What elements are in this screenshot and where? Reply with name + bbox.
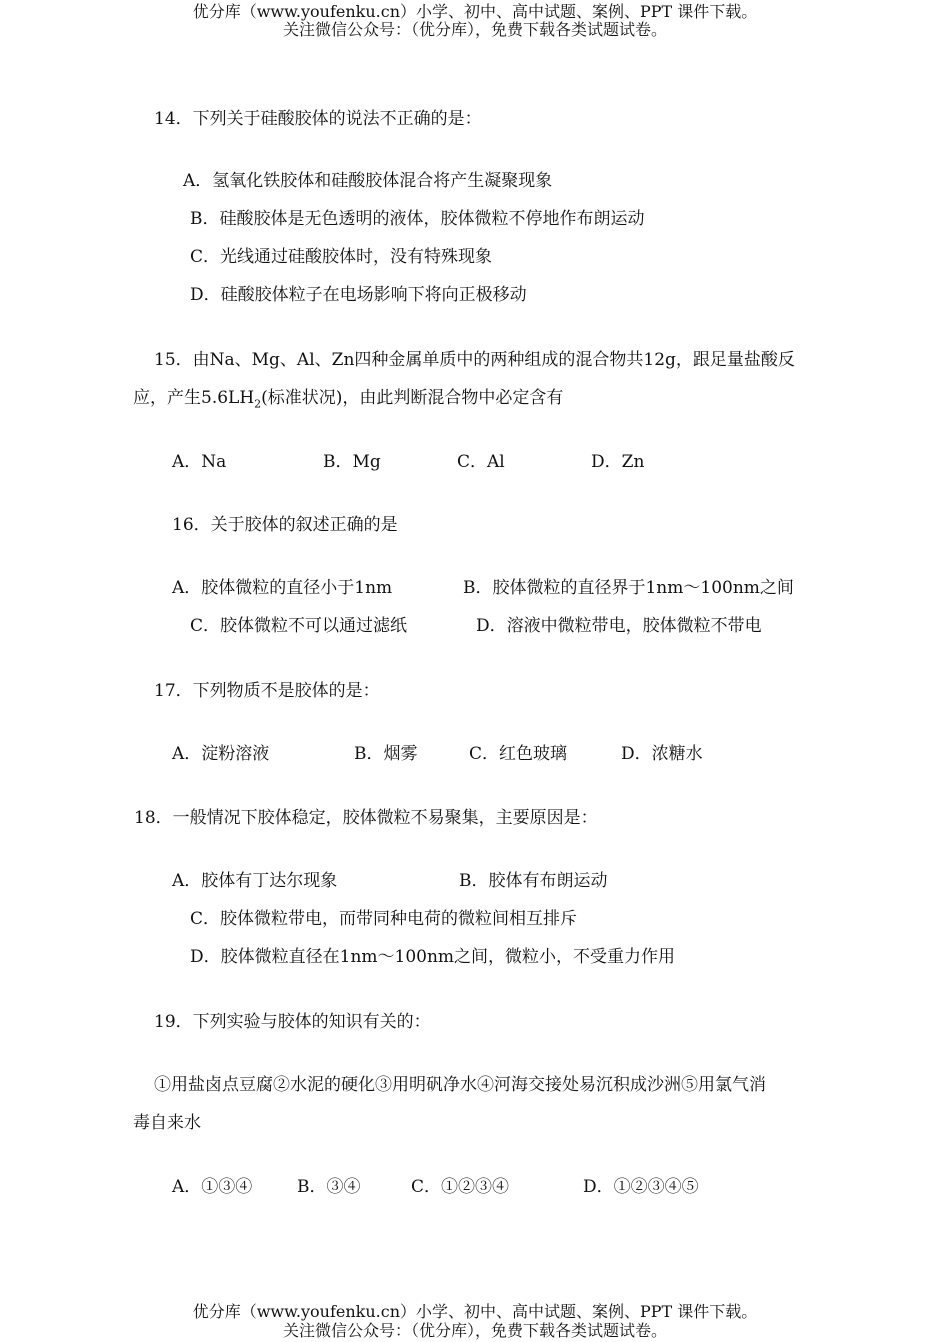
question-16-option-b: B．胶体微粒的直径界于1nm～100nm之间 [463, 578, 794, 598]
question-18-option-b: B．胶体有布朗运动 [459, 871, 608, 891]
question-17-stem: 17．下列物质不是胶体的是： [154, 681, 380, 701]
header-line-1: 优分库（www.youfenku.cn）小学、初中、高中试题、案例、PPT 课件下载。 [192, 2, 758, 21]
question-15-option-a: A．Na [172, 452, 227, 472]
question-14-stem: 14．下列关于硅酸胶体的说法不正确的是： [154, 109, 482, 129]
footer-line-2: 关注微信公众号：（优分库），免费下载各类试题试卷。 [282, 1321, 667, 1340]
question-16-stem: 16．关于胶体的叙述正确的是 [172, 515, 398, 535]
question-15-option-d: D．Zn [591, 452, 645, 472]
question-17-option-d: D．浓糖水 [621, 744, 703, 764]
question-14-option-d: D．硅酸胶体粒子在电场影响下将向正极移动 [190, 285, 527, 305]
question-16-option-d: D．溶液中微粒带电，胶体微粒不带电 [476, 616, 762, 636]
question-14-option-c: C．光线通过硅酸胶体时，没有特殊现象 [190, 247, 493, 267]
question-19-items-line-2: 毒自来水 [133, 1113, 201, 1133]
question-17-option-c: C．红色玻璃 [469, 744, 568, 764]
question-18-option-c: C．胶体微粒带电，而带同种电荷的微粒间相互排斥 [190, 909, 578, 929]
question-16-option-a: A．胶体微粒的直径小于1nm [172, 578, 393, 598]
question-14-option-b: B．硅酸胶体是无色透明的液体，胶体微粒不停地作布朗运动 [190, 209, 645, 229]
question-15-option-b: B．Mg [323, 452, 381, 472]
question-15-stem-line-2 [133, 387, 563, 415]
question-19-stem: 19．下列实验与胶体的知识有关的： [154, 1012, 431, 1032]
question-19-option-b: B．③④ [297, 1177, 361, 1197]
question-19-items-line-1: ①用盐卤点豆腐②水泥的硬化③用明矾净水④河海交接处易沉积成沙洲⑤用氯气消 [154, 1075, 766, 1095]
question-17-option-a: A．淀粉溶液 [172, 744, 270, 764]
question-18-stem: 18．一般情况下胶体稳定，胶体微粒不易聚集，主要原因是： [134, 808, 598, 828]
question-19-option-c: C．①②③④ [411, 1177, 510, 1197]
question-19-option-a: A．①③④ [172, 1177, 253, 1197]
question-15-stem-line-1: 15．由Na、Mg、Al、Zn四种金属单质中的两种组成的混合物共12g，跟足量盐酸反 [154, 350, 795, 370]
question-15-stem-part-a: 应，产生5.6LH [133, 388, 255, 408]
question-15-option-c: C．Al [457, 452, 505, 472]
question-19-option-d: D．①②③④⑤ [583, 1177, 699, 1197]
footer-line-1: 优分库（www.youfenku.cn）小学、初中、高中试题、案例、PPT 课件下载。 [192, 1302, 758, 1321]
question-18-option-d: D．胶体微粒直径在1nm～100nm之间，微粒小，不受重力作用 [190, 947, 676, 967]
question-17-option-b: B．烟雾 [354, 744, 418, 764]
question-15-stem-part-b: (标准状况)，由此判断混合物中必定含有 [261, 388, 564, 408]
question-14-option-a: A．氢氧化铁胶体和硅酸胶体混合将产生凝聚现象 [183, 171, 553, 191]
header-line-2: 关注微信公众号：（优分库），免费下载各类试题试卷。 [282, 20, 667, 39]
question-18-option-a: A．胶体有丁达尔现象 [172, 871, 338, 891]
subscript-2: 2 [254, 397, 262, 411]
question-16-option-c: C．胶体微粒不可以通过滤纸 [190, 616, 408, 636]
